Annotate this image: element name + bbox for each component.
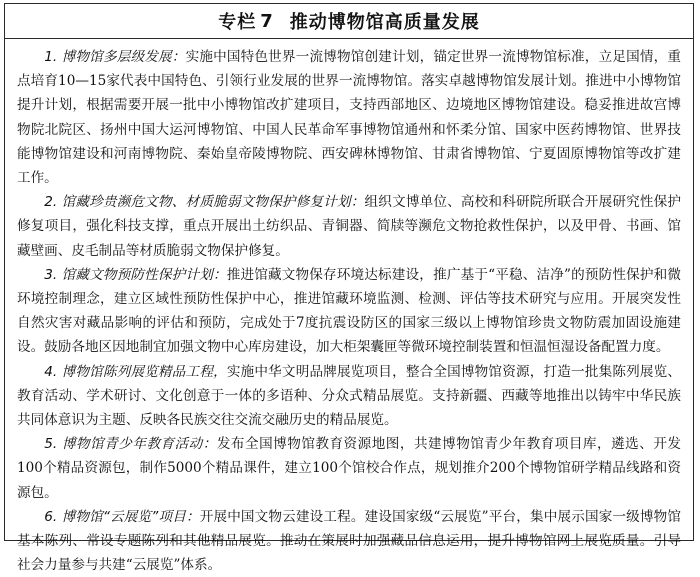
item-lead: 2. 馆藏珍贵濒危文物、材质脆弱文物保护修复计划： (44, 194, 365, 211)
item-text: 实施中国特色世界一流博物馆创建计划，锚定世界一流博物馆标准，立足国情，重点培育10—15家代表中国特色、引领行业发展的世界一流博物馆。落实卓越博物馆发展计划。推进中小博物馆提升计划，根据需要开展一批中小博物馆改扩建项目，支持西部地区、边境地区博物馆建设。稳妥推进故宫博物院北院区、扬州中国大运河博物馆、中国人民革命军事博物馆通州和怀柔分馆、国家中医药博物馆、世界技能博物馆建设和河南博物院、秦始皇帝陵博物院、西安碑林博物馆、甘肃省博物馆、宁夏固原博物馆等改扩建工作。 (17, 49, 681, 187)
item-lead: 3. 馆藏文物预防性保护计划： (44, 266, 227, 283)
column-heading: 推动博物馆高质量发展 (289, 12, 480, 33)
list-item (17, 45, 681, 190)
item-text: 推进馆藏文物保存环境达标建设，推广基于“平稳、洁净”的预防性保护和微环境控制理念，建立区域性预防性保护中心，推进馆藏环境监测、检测、评估等技术研究与应用。开展突发性自然灾害对藏品影响的评估和预防，完成处于7度抗震设防区的国家三级以上博物馆珍贵文物防震加固设施建设。鼓励各地区因地制宜加强文物中心库房建设，加大柜架囊匣等微环境控制装置和恒温恒湿设备配置力度。 (17, 266, 681, 356)
column-number: 7 (260, 10, 274, 32)
list-item (17, 263, 681, 360)
column-prefix: 专栏 (218, 12, 257, 33)
item-text: 实施中华文明品牌展览项目，整合全国博物馆资源，打造一批集陈列展览、教育活动、学术研讨、文化创意于一体的多语种、分众式精品展览。支持新疆、西藏等地推出以铸牢中华民族共同体意识为主题、反映各民族交往交流交融历史的精品展览。 (17, 363, 681, 429)
column-body (5, 39, 693, 577)
item-lead: 6. 博物馆“云展览”项目： (44, 508, 200, 525)
item-lead: 5. 博物馆青少年教育活动： (44, 436, 217, 453)
item-lead: 4. 博物馆陈列展览精品工程， (44, 363, 227, 380)
item-lead: 1. 博物馆多层级发展： (44, 49, 186, 65)
list-item (17, 432, 681, 505)
list-item (17, 360, 681, 433)
item-text: 开展中国文物云建设工程。建设国家级“云展览”平台，集中展示国家一级博物馆基本陈列、常设专题陈列和其他精品展览。推动在策展时加强藏品信息运用，提升博物馆网上展览质量。引导社会力量参与共建“云展览”体系。 (17, 508, 681, 574)
item-text: 发布全国博物馆教育资源地图，共建博物馆青少年教育项目库，遴选、开发100个精品资源包，制作5000个精品课件，建立100个馆校合作点，规划推介200个博物馆研学精品线路和资源包。 (17, 436, 681, 501)
item-text: 组织文博单位、高校和科研院所联合开展研究性保护修复项目，强化科技支撑，重点开展出土纺织品、青铜器、简牍等濒危文物抢救性保护，以及甲骨、书画、馆藏壁画、皮毛制品等材质脆弱文物保护修复。 (17, 194, 681, 259)
list-item (17, 190, 681, 263)
column-title (5, 4, 693, 39)
column-box (4, 3, 694, 574)
list-item (17, 505, 681, 577)
